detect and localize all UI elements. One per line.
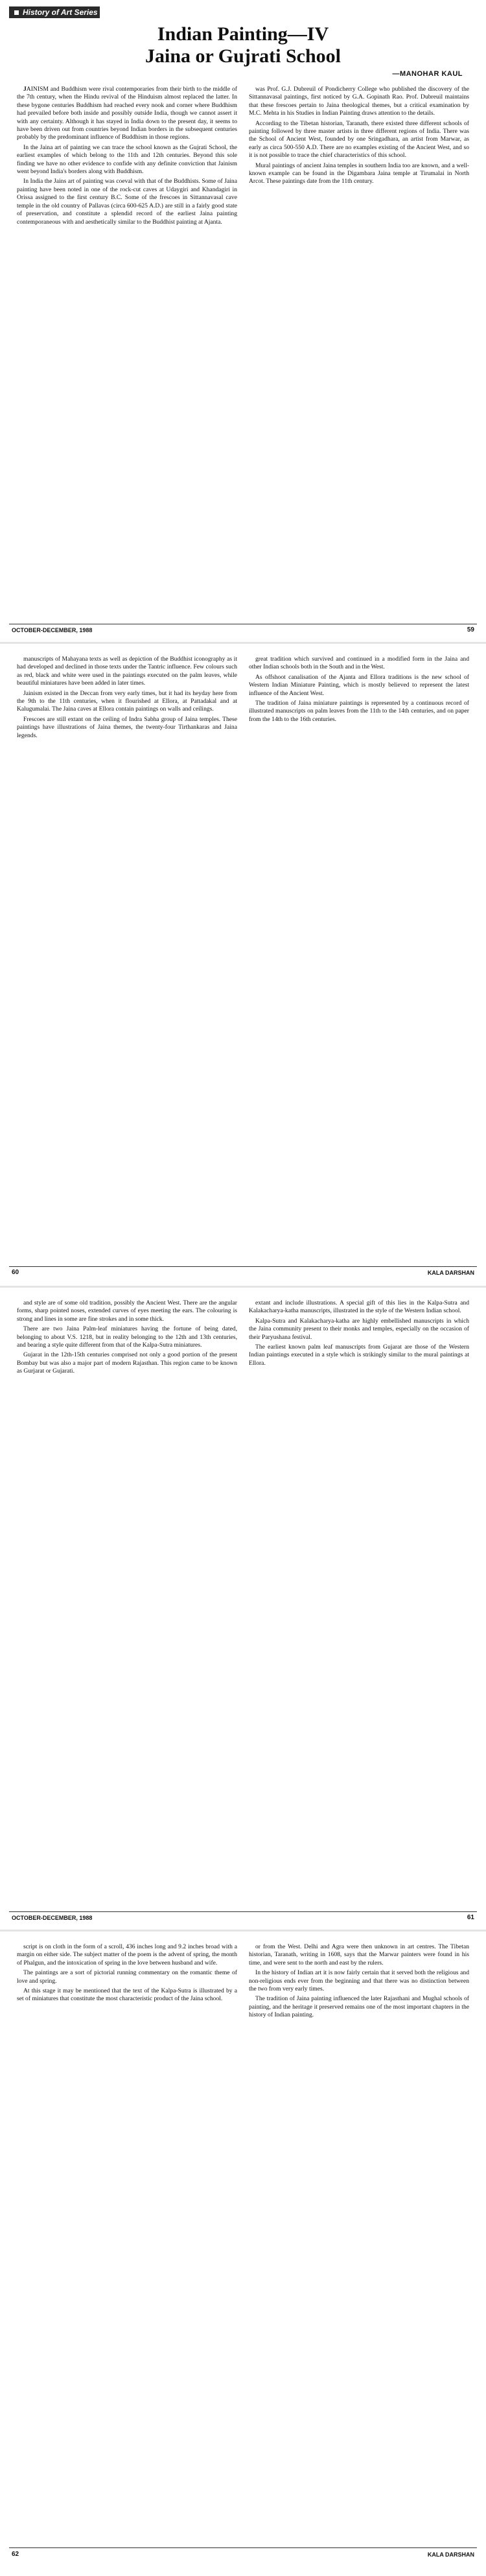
- paragraph: and style are of some old tradition, possibly the Ancient West. There are the angular forms, sharp pointed noses, extended curves of eyes meeting the ears. The colouring is strong and lines in some are fine strokes and in some thick.: [17, 1299, 237, 1323]
- paragraph: Mural paintings of ancient Jaina temples in southern India too are known, and a well-known example can be found in the Digambara Jaina temple at Tirumalai in North Arcot. These paintings date from the 11th century.: [249, 161, 469, 185]
- text-columns: [17, 1943, 469, 2540]
- paragraph: As offshoot canalisation of the Ajanta and Ellora traditions is the new school of Western Indian Miniature Painting, which is mostly believed to represent the latest influence of the Ancient West.: [249, 673, 469, 697]
- text-column-left: [17, 86, 237, 617]
- paragraph: The tradition of Jaina miniature paintings is represented by a continuous record of illustrated manuscripts on palm leaves from the 11th to the 14th centuries, and on paper from the 14th to the 16th centuries.: [249, 700, 469, 723]
- footer-date: OCTOBER-DECEMBER, 1988: [12, 1915, 93, 1921]
- paragraph: According to the Tibetan historian, Taranath, there existed three different schools of painting followed by three master artists in three different regions of India. There was the School of Ancient West, founded by one Sringadhara, an artist from Marwar, as early as circa 500-550 A.D. There are no examples existing of the Ancient West, and so it is not possible to trace the chief characteristics of this school.: [249, 119, 469, 160]
- paragraph: Kalpa-Sutra and Kalakacharya-katha are highly embellished manuscripts in which the Jaina community present to their monks and temples, especially on the occasion of their Paryushana festival.: [249, 1317, 469, 1341]
- magazine-name: KALA DARSHAN: [427, 1270, 474, 1276]
- paragraph: The paintings are a sort of pictorial running commentary on the romantic theme of love and spring.: [17, 1969, 237, 1985]
- footer-rule: [9, 1266, 477, 1267]
- page-number: 60: [12, 1269, 19, 1276]
- series-band: [9, 6, 100, 18]
- paragraph: Frescoes are still extant on the ceiling of Indra Sabha group of Jaina temples. These paintings have illustrations of Jaina themes, the twenty-four Tirthankaras and Jaina legends.: [17, 715, 237, 739]
- paragraph: In the history of Indian art it is now fairly certain that it served both the religious and non-religious ends ever from the beginning and that there was no distinction between the two from very early times.: [249, 1969, 469, 1993]
- paragraph: The earliest known palm leaf manuscripts from Gujarat are those of the Western Indian paintings executed in a style which is strikingly similar to the mural paintings at Ellora.: [249, 1343, 469, 1367]
- page-number: 62: [12, 2551, 19, 2558]
- footer-date: OCTOBER-DECEMBER, 1988: [12, 627, 93, 633]
- page-61: [0, 1288, 486, 1930]
- text-columns: [17, 86, 469, 617]
- paragraph: In India the Jains art of painting was coeval with that of the Buddhists. Some of Jaina painting have been noted in one of the rock-cut caves at Udaygiri and Khandagiri in Orissa assigned to the first century B.C. Some of the frescoes in Sittannavasal cave temple in the old country of Pallavas (circa 600-625 A.D.) are still in a fairly good state of preservation, and constitute a splendid record of the earliest Jaina painting contemporaneous with and aesthetically similar to the Buddhist painting at Ajanta.: [17, 178, 237, 226]
- paragraph: manuscripts of Mahayana texts as well as depiction of the Buddhist iconography as it had developed and declined in those texts under the Tantric influence. Few colours such as red, black and white were used in the paintings executed on the palm leaves, while beautiful miniatures have been added in later times.: [17, 656, 237, 687]
- paragraph: script is on cloth in the form of a scroll, 436 inches long and 9.2 inches broad with a margin on either side. The subject matter of the poem is the advent of spring, the month of Phalgun, and the intoxication of spring in the love between husband and wife.: [17, 1943, 237, 1967]
- paragraph: Gujarat in the 12th-15th centuries comprised not only a good portion of the present Bombay but was also a major part of modern Rajasthan. This region came to be known as Gurjarat or Gujarati.: [17, 1351, 237, 1375]
- magazine-name: KALA DARSHAN: [427, 2551, 474, 2558]
- paragraph: Jainism existed in the Deccan from very early times, but it had its heyday here from the 9th to the 11th centuries, when it flourished at Ellora, at Pattadakal and at Kalugumalai. The Jaina caves at Ellora contain paintings on walls and ceilings.: [17, 689, 237, 713]
- series-label: History of Art Series: [23, 8, 98, 17]
- page-number: 59: [467, 626, 474, 633]
- page-number: 61: [467, 1914, 474, 1921]
- paragraph: extant and include illustrations. A special gift of this lies in the Kalpa-Sutra and Kalakacharya-katha manuscripts, illustrated in the style of the Western Indian school.: [249, 1299, 469, 1315]
- paragraph: At this stage it may be mentioned that the text of the Kalpa-Sutra is illustrated by a set of miniatures that constitute the most characteristic product of the Jaina school.: [17, 1987, 237, 2003]
- text-column-right: [249, 86, 469, 617]
- article-title: [0, 23, 486, 67]
- text-column-left: [17, 1299, 237, 1902]
- author-byline: —MANOHAR KAUL: [392, 70, 463, 78]
- text-column-left: [17, 656, 237, 1258]
- paragraph: great tradition which survived and continued in a modified form in the Jaina and other Indian schools both in the South and in the West.: [249, 656, 469, 671]
- page-59: [0, 0, 486, 642]
- page-62: [0, 1932, 486, 2573]
- text-column-left: [17, 1943, 237, 2540]
- title-line-2: Jaina or Gujrati School: [145, 45, 341, 67]
- text-columns: [17, 1299, 469, 1902]
- paragraph: was Prof. G.J. Dubreuil of Pondicherry College who published the discovery of the Sittannavasal paintings, first noticed by G.A. Gopinath Rao. Prof. Dubreuil maintains that these frescoes pertain to Jaina theological themes, but a critical examination by M.C. Mehta in his Studies in Indian Painting draws attention to the details.: [249, 86, 469, 117]
- title-line-1: Indian Painting—IV: [157, 23, 329, 45]
- text-columns: [17, 656, 469, 1258]
- text-column-right: [249, 1943, 469, 2540]
- paragraph: In the Jaina art of painting we can trace the school known as the Gujrati School, the earliest examples of which belong to the 11th and 12th centuries. Beyond this sole finding we have no other evidence to confide with any definite conviction that Jainism went beyond India's borders along with Buddhism.: [17, 143, 237, 176]
- paragraph: The tradition of Jaina painting influenced the later Rajasthani and Mughal schools of painting, and the heritage it preserved remains one of the most important chapters in the history of Indian painting.: [249, 1995, 469, 2019]
- paragraph: There are two Jaina Palm-leaf miniatures having the fortune of being dated, belonging to about V.S. 1218, but in reality belonging to the 12th and 13th centuries, and bearing a style quite different from that of the Kalpa-Sutra miniatures.: [17, 1325, 237, 1349]
- square-bullet-icon: [14, 10, 19, 15]
- paragraph: JAINISM and Buddhism were rival contemporaries from their birth to the middle of the 7th century, when the Hindu revival of the Hinduism almost replaced the latter. In these bygone centuries Buddhism had reached every nook and corner where Buddhism had prevailed before both inside and possibly outside India, though we cannot assert it with any certainty. Although it has stayed in India down to the present day, it seems to have been driven out from countries beyond Indian borders in the subsequent centuries probably by the predominant influence of Buddhism in those regions.: [17, 86, 237, 141]
- footer-rule: [9, 1911, 477, 1912]
- paragraph: or from the West. Delhi and Agra were then unknown in art centres. The Tibetan historian, Taranath, writing in 1608, says that the Marwar painters were found in his time, and were sent to the north and east by the rulers.: [249, 1943, 469, 1967]
- text-column-right: [249, 1299, 469, 1902]
- footer-rule: [9, 2547, 477, 2548]
- text-column-right: [249, 656, 469, 1258]
- page-60: [0, 644, 486, 1286]
